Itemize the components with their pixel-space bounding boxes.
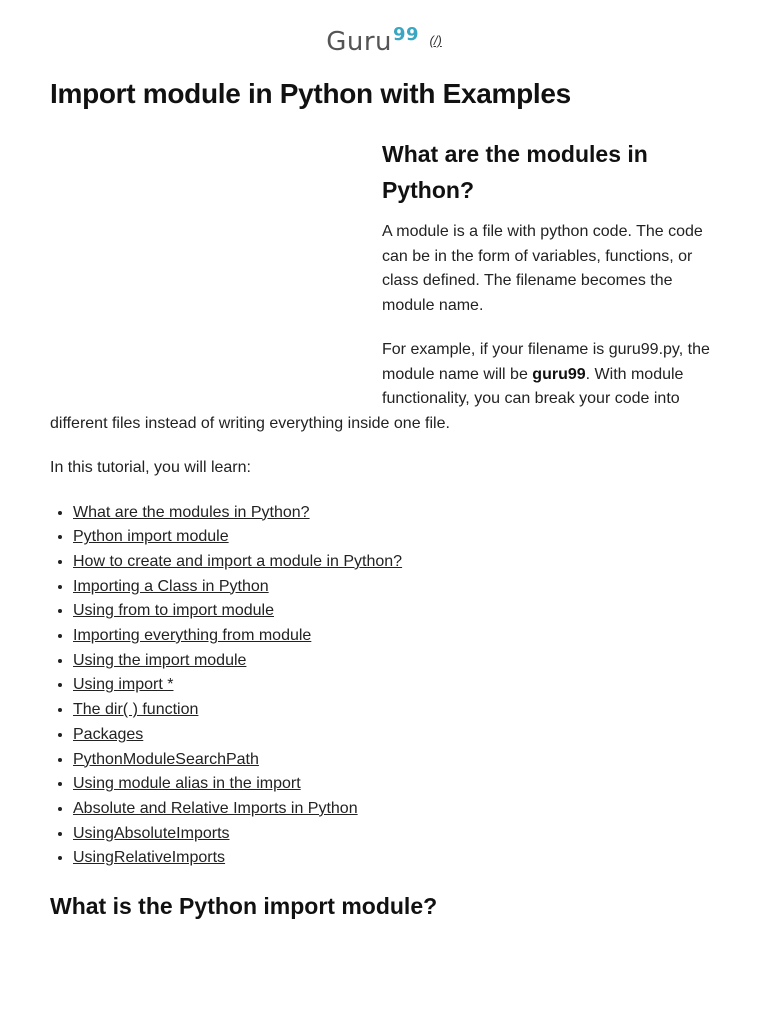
logo-word: Guru	[326, 27, 392, 57]
section-heading-modules: What are the modules in Python?	[382, 141, 648, 203]
toc-link-module-alias[interactable]: Using module alias in the import	[73, 775, 301, 793]
toc-link-using-import[interactable]: Using the import module	[73, 651, 247, 669]
toc-item	[73, 599, 720, 624]
toc-link-from-import[interactable]: Using from to import module	[73, 602, 274, 620]
toc-item	[73, 846, 720, 871]
section-heading-import-module: What is the Python import module?	[50, 893, 438, 919]
toc-item	[73, 550, 720, 575]
ad-placeholder	[50, 136, 382, 406]
toc-item	[73, 723, 720, 748]
toc-item	[73, 673, 720, 698]
module-name-bold: guru99	[532, 365, 586, 383]
example-text-end: . With module functionality, you can break your code into different files instead of writing everything inside one file.	[50, 365, 684, 432]
toc-link-search-path[interactable]: PythonModuleSearchPath	[73, 750, 259, 768]
toc-link-relative-imports[interactable]: UsingRelativeImports	[73, 849, 226, 867]
example-text-start: For example, if your filename is guru99.py, the module name will be	[382, 341, 710, 383]
toc-link-absolute-imports[interactable]: UsingAbsoluteImports	[73, 824, 230, 842]
toc-link-modules[interactable]: What are the modules in Python?	[73, 503, 310, 521]
toc-item	[73, 649, 720, 674]
toc-item	[73, 797, 720, 822]
toc-link-import-module[interactable]: Python import module	[73, 528, 229, 546]
logo-number: 99	[393, 24, 420, 45]
toc-link-dir-function[interactable]: The dir( ) function	[73, 701, 199, 719]
paragraph-module-definition: A module is a file with python code. The code can be in the form of variables, functions, or class defined. The filename becomes the module name.	[382, 223, 703, 314]
site-header	[0, 24, 768, 60]
toc-link-importing-class[interactable]: Importing a Class in Python	[73, 577, 269, 595]
toc-item	[73, 501, 720, 526]
toc-link-import-everything[interactable]: Importing everything from module	[73, 627, 312, 645]
table-of-contents	[50, 501, 720, 872]
tutorial-intro: In this tutorial, you will learn:	[50, 459, 251, 476]
article-content	[50, 136, 720, 871]
toc-link-absolute-relative[interactable]: Absolute and Relative Imports in Python	[73, 799, 358, 817]
toc-link-import-star[interactable]: Using import *	[73, 676, 174, 694]
toc-item	[73, 698, 720, 723]
page-title: Import module in Python with Examples	[50, 78, 571, 109]
toc-item	[73, 525, 720, 550]
toc-item	[73, 748, 720, 773]
toc-item	[73, 772, 720, 797]
home-link[interactable]: (/)	[429, 33, 442, 48]
toc-item	[73, 624, 720, 649]
toc-link-packages[interactable]: Packages	[73, 725, 144, 743]
guru99-logo[interactable]	[326, 24, 419, 57]
toc-item	[73, 822, 720, 847]
toc-item	[73, 575, 720, 600]
toc-link-create-import[interactable]: How to create and import a module in Python?	[73, 552, 403, 570]
